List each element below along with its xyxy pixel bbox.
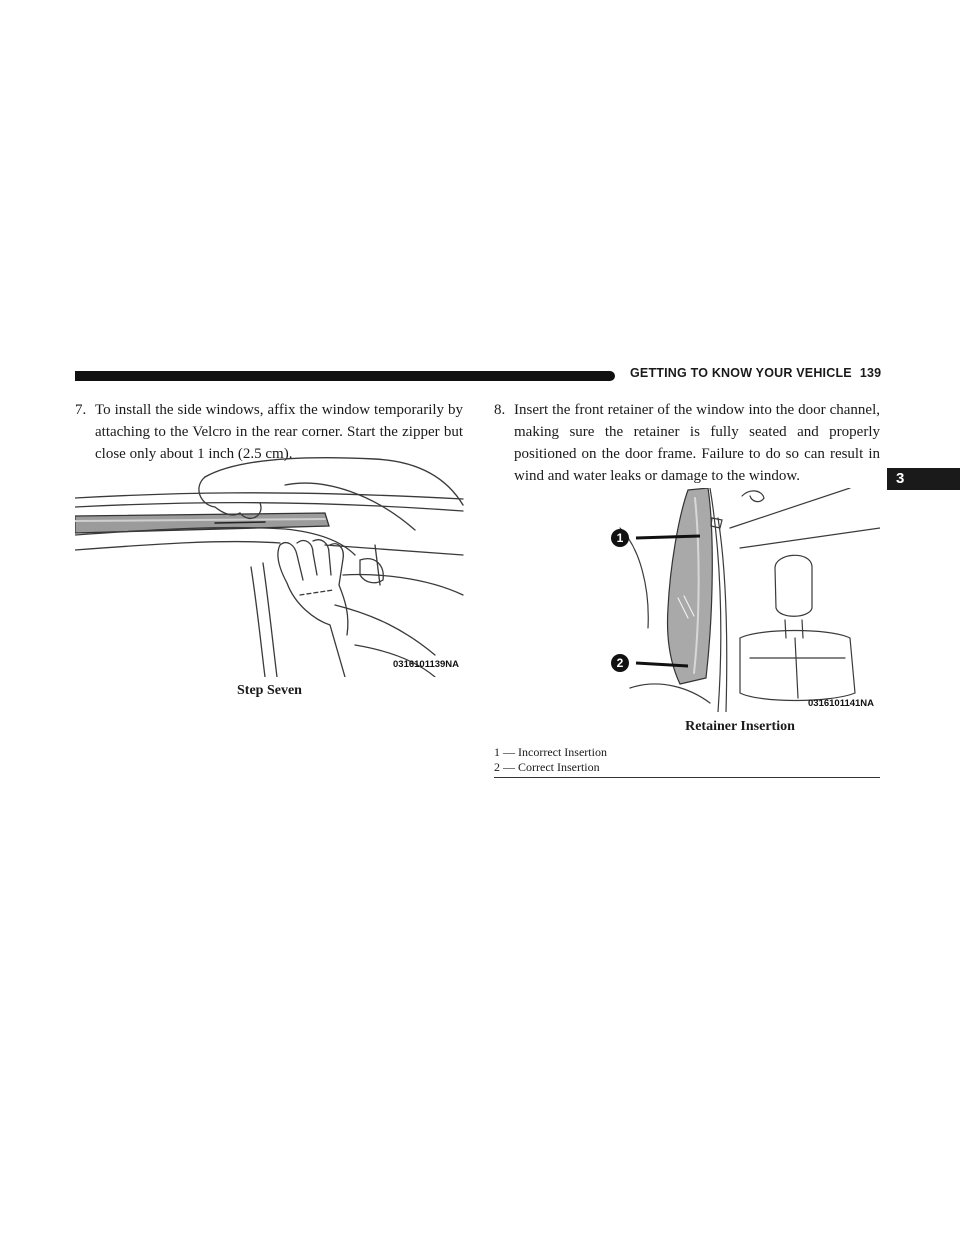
legend-item: 1 — Incorrect Insertion	[494, 745, 607, 759]
section-title: GETTING TO KNOW YOUR VEHICLE	[630, 366, 852, 380]
chapter-tab: 3	[887, 468, 960, 490]
figure-caption: Step Seven	[237, 683, 302, 698]
step-number: 7.	[75, 402, 87, 418]
step-seven-illustration	[75, 455, 464, 677]
header-bar	[75, 371, 615, 381]
page-number: 139	[859, 366, 882, 380]
figure-legend	[494, 745, 880, 775]
callout-1: 1	[611, 529, 629, 547]
step-text: To install the side windows, affix the window temporarily by attaching to the Velcro in the rear corner. Start the zipper but close only about 1 inch (2.5 cm).	[95, 402, 463, 462]
step-number: 8.	[494, 402, 506, 418]
step-text: Insert the front retainer of the window into the door channel, making sure the retainer is fully seated and properly positioned on the door frame. Failure to do so can result in wind and water leaks or damage to the window.	[514, 402, 880, 484]
step-8	[494, 399, 880, 487]
divider	[494, 777, 880, 778]
legend-item: 2 — Correct Insertion	[494, 760, 600, 774]
retainer-insertion-illustration	[600, 488, 880, 712]
callout-2: 2	[611, 654, 629, 672]
retainer-insertion-figure	[600, 488, 880, 712]
figure-code: 0316101139NA	[393, 659, 460, 670]
figure-code: 0316101141NA	[808, 698, 875, 709]
page-header	[630, 366, 880, 380]
step-seven-figure	[75, 455, 464, 677]
figure-caption: Retainer Insertion	[685, 719, 795, 734]
